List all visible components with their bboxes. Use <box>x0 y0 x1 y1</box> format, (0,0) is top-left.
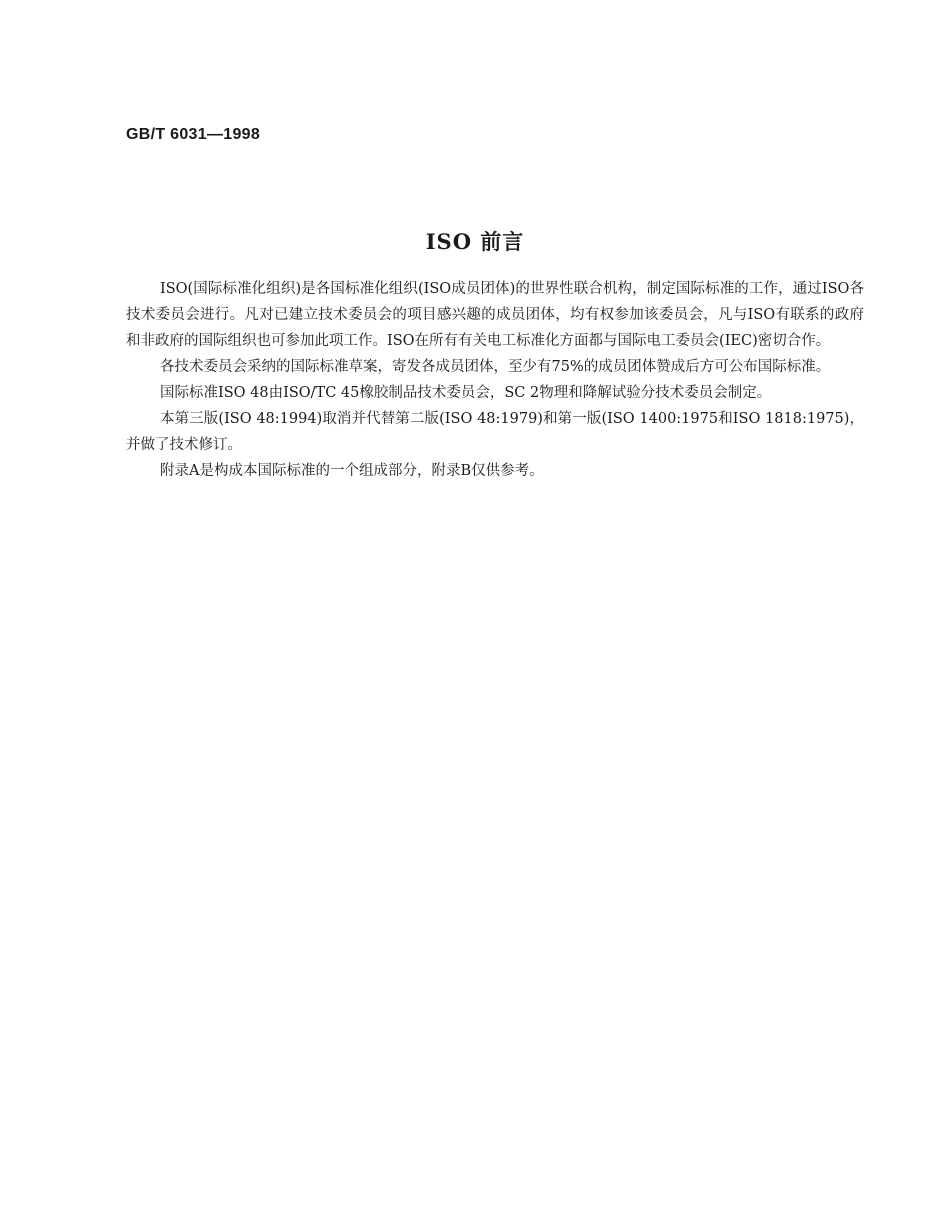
page-title: ISO 前言 <box>425 229 525 254</box>
paragraph-edition: 本第三版(ISO 48:1994)取消并代替第二版(ISO 48:1979)和第一版(ISO 1400:1975和ISO 1818:1975)，并做了技术修订。 <box>126 411 864 453</box>
paragraph-annex: 附录A是构成本国际标准的一个组成部分，附录B仅供参考。 <box>160 463 544 479</box>
paragraph-committee: 国际标准ISO 48由ISO/TC 45橡胶制品技术委员会，SC 2物理和降解试验分技术委员会制定。 <box>160 385 772 401</box>
paragraph-iso-intro: ISO(国际标准化组织)是各国标准化组织(ISO成员团体)的世界性联合机构，制定国际标准的工作，通过ISO各技术委员会进行。凡对已建立技术委员会的项目感兴趣的成员团体，均有权参加该委员会，凡与ISO有联系的政府和非政府的国际组织也可参加此项工作。ISO在所有有关电工标准化方面都与国际电工委员会(IEC)密切合作。 <box>126 281 864 349</box>
paragraph-approval: 各技术委员会采纳的国际标准草案，寄发各成员团体，至少有75%的成员团体赞成后方可公布国际标准。 <box>160 359 831 375</box>
foreword-body <box>126 276 864 484</box>
document-number: GB/T 6031—1998 <box>126 126 261 143</box>
